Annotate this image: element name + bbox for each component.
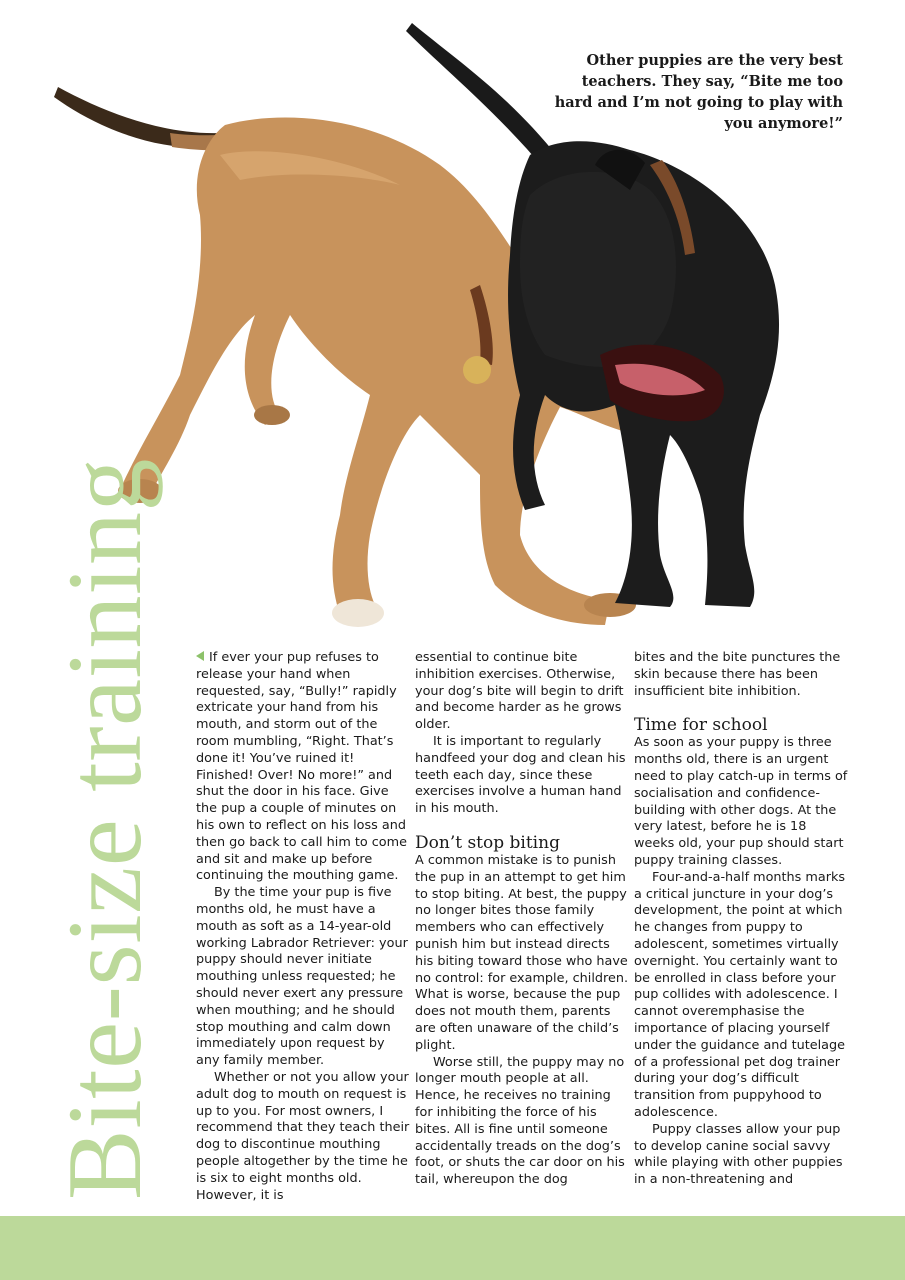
arrow-left-icon [196, 651, 204, 661]
section-heading: Don’t stop biting [415, 832, 560, 853]
text-column-2 [415, 650, 629, 1189]
paragraph: essential to continue bite inhibition exercises. Otherwise, your dog’s bite will begin to drift and become harder as he grows older. [415, 650, 624, 733]
paragraph: If ever your pup refuses to release your hand when requested, say, “Bully!” rapidly extricate your hand from his mouth, and storm out of the room mumbling, “Right. That’s done it! You’ve ruined it! Finished! Over! No more!” and shut the door in his face. Give the pup a couple of minutes on his own to reflect on his loss and then go back to call him to come and sit and make up before continuing the mouthing game. [196, 650, 407, 884]
text-column-3 [634, 650, 848, 1189]
paragraph: Whether or not you allow your adult dog to mouth on request is up to you. For most owners, I recommend that they teach their dog to discontinue mouthing people altogether by the time he is six to eight months old. However, it is [196, 1069, 410, 1203]
paragraph: bites and the bite punctures the skin because there has been insufficient bite inhibition. [634, 650, 841, 699]
paragraph: It is important to regularly handfeed your dog and clean his teeth each day, since these exercises involve a human hand in his mouth. [415, 733, 626, 817]
paragraph: A common mistake is to punish the pup in an attempt to get him to stop biting. At best, the puppy no longer bites those family members who can effectively punish him but instead directs his biting toward those who have no control: for example, children. What is worse, because the pup does not mouth them, parents are often unaware of the child’s plight. [415, 852, 629, 1053]
paragraph: Puppy classes allow your pup to develop canine social savvy while playing with other puppies in a non-threatening and [634, 1121, 843, 1188]
photo-caption: Other puppies are the very best teachers. They say, “Bite me too hard and I’m not going to play with you anymore!” [554, 52, 843, 132]
page-title: Bite-size training [46, 458, 163, 1200]
paragraph: As soon as your puppy is three months old, there is an urgent need to play catch-up in terms of socialisation and confidence-building with other dogs. At the very latest, before he is 18 weeks old, your pup should start puppy training classes. [634, 735, 848, 868]
black-dog-tail [406, 23, 560, 170]
footer-band [0, 1216, 905, 1280]
paragraph: Worse still, the puppy may no longer mouth people at all. Hence, he receives no training for inhibiting the force of his bites. All is fine until someone accidentally treads on the dog’s foot, or shuts the car door on his tail, whereupon the dog [415, 1054, 625, 1188]
paragraph: Four-and-a-half months marks a critical juncture in your dog’s development, the point at which he changes from puppy to adolescent, sometimes virtually overnight. You certainly want to be enrolled in class before your pup collides with adolescence. I cannot overemphasise the importance of placing yourself under the guidance and tutelage of a professional pet dog trainer during your dog’s difficult transition from puppyhood to adolescence. [634, 869, 846, 1120]
paragraph: By the time your pup is five months old, he must have a mouth as soft as a 14-year-old working Labrador Retriever: your puppy should never initiate mouthing unless requested; he should never exert any pressure when mouthing; and he should stop mouthing and calm down immediately upon request by any family member. [196, 885, 408, 1069]
black-dog-head [520, 172, 676, 367]
text-column-1 [196, 650, 410, 1204]
section-heading: Time for school [634, 715, 768, 736]
